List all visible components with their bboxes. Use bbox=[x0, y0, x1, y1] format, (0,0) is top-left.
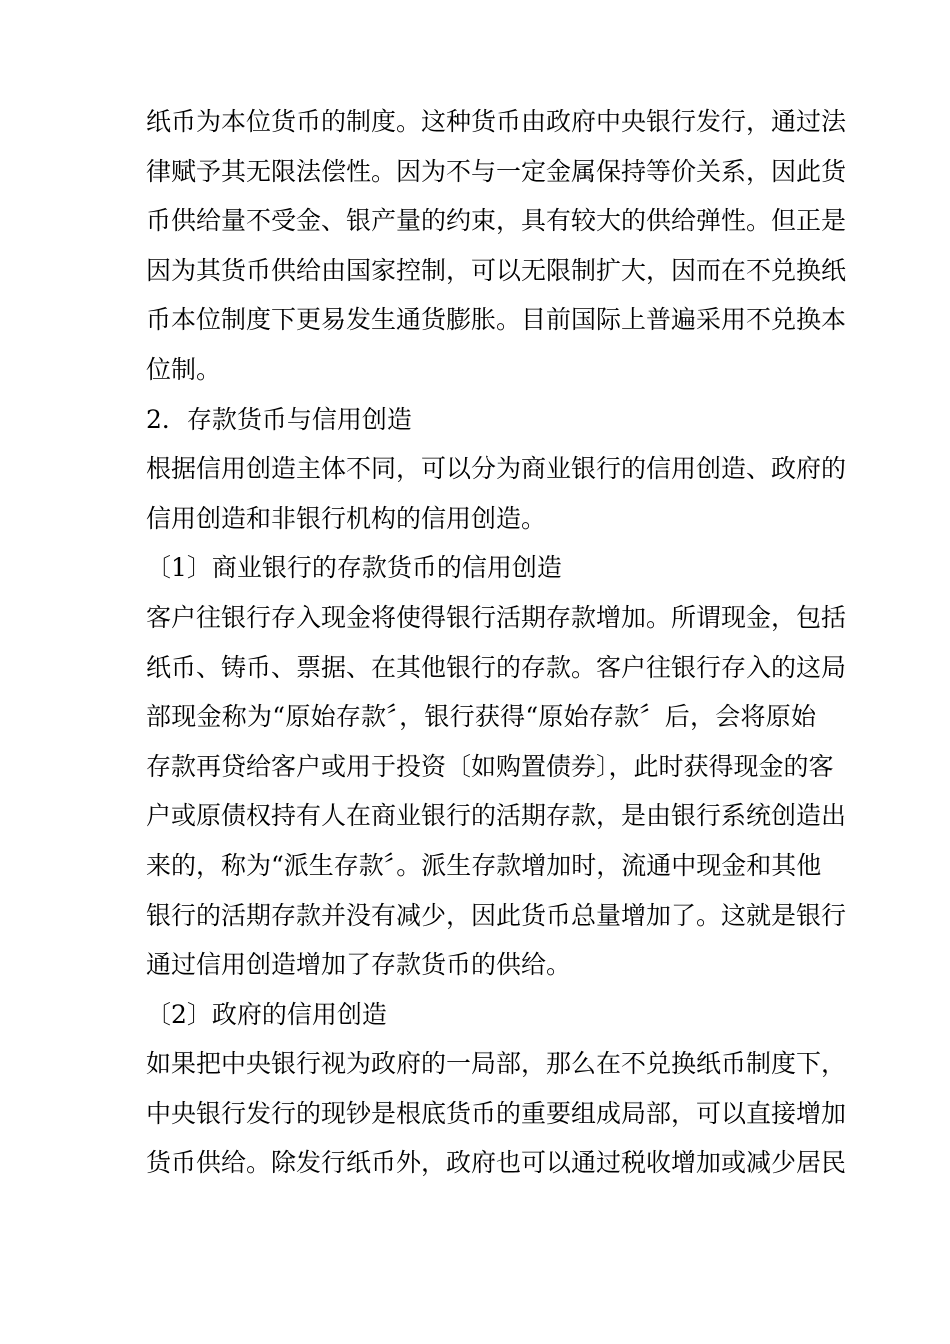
text-line: 户或原债权持有人在商业银行的活期存款，是由银行系统创造出 bbox=[146, 801, 847, 831]
document-body bbox=[146, 97, 847, 1188]
text-line: 币本位制度下更易发生通货膨胀。目前国际上普遍采用不兑换本 bbox=[146, 305, 847, 335]
text-line: 存款再贷给客户或用于投资〔如购置债券〕，此时获得现金的客 bbox=[146, 751, 834, 781]
section-heading: 2．存款货币与信用创造 bbox=[146, 404, 412, 434]
text-line: 来的，称为“派生存款〞。派生存款增加时，流通中现金和其他 bbox=[146, 850, 822, 880]
text-line: 中央银行发行的现钞是根底货币的重要组成局部，可以直接增加 bbox=[146, 1098, 847, 1128]
text-line: 纸币为本位货币的制度。这种货币由政府中央银行发行，通过法 bbox=[146, 107, 847, 136]
subsection-heading: 〔1〕商业银行的存款货币的信用创造 bbox=[146, 553, 562, 583]
text-line: 通过信用创造增加了存款货币的供给。 bbox=[146, 950, 572, 980]
text-line: 纸币、铸币、票据、在其他银行的存款。客户往银行存入的这局 bbox=[146, 652, 847, 682]
text-line: 如果把中央银行视为政府的一局部，那么在不兑换纸币制度下， bbox=[146, 1049, 847, 1079]
text-line: 信用创造和非银行机构的信用创造。 bbox=[146, 503, 547, 533]
subsection-heading: 〔2〕政府的信用创造 bbox=[146, 999, 387, 1029]
text-line: 币供给量不受金、银产量的约束，具有较大的供给弹性。但正是 bbox=[146, 206, 847, 236]
text-line: 律赋予其无限法偿性。因为不与一定金属保持等价关系，因此货 bbox=[146, 156, 847, 186]
text-line: 因为其货币供给由国家控制，可以无限制扩大，因而在不兑换纸 bbox=[146, 255, 847, 285]
text-line: 银行的活期存款并没有减少，因此货币总量增加了。这就是银行 bbox=[146, 900, 847, 930]
text-line: 客户往银行存入现金将使得银行活期存款增加。所谓现金，包括 bbox=[146, 602, 847, 632]
text-line: 部现金称为“原始存款〞，银行获得“原始存款〞后，会将原始 bbox=[146, 702, 816, 732]
text-line: 位制。 bbox=[146, 354, 222, 384]
text-line: 货币供给。除发行纸币外，政府也可以通过税收增加或减少居民 bbox=[146, 1148, 847, 1178]
text-line: 根据信用创造主体不同，可以分为商业银行的信用创造、政府的 bbox=[146, 454, 847, 484]
